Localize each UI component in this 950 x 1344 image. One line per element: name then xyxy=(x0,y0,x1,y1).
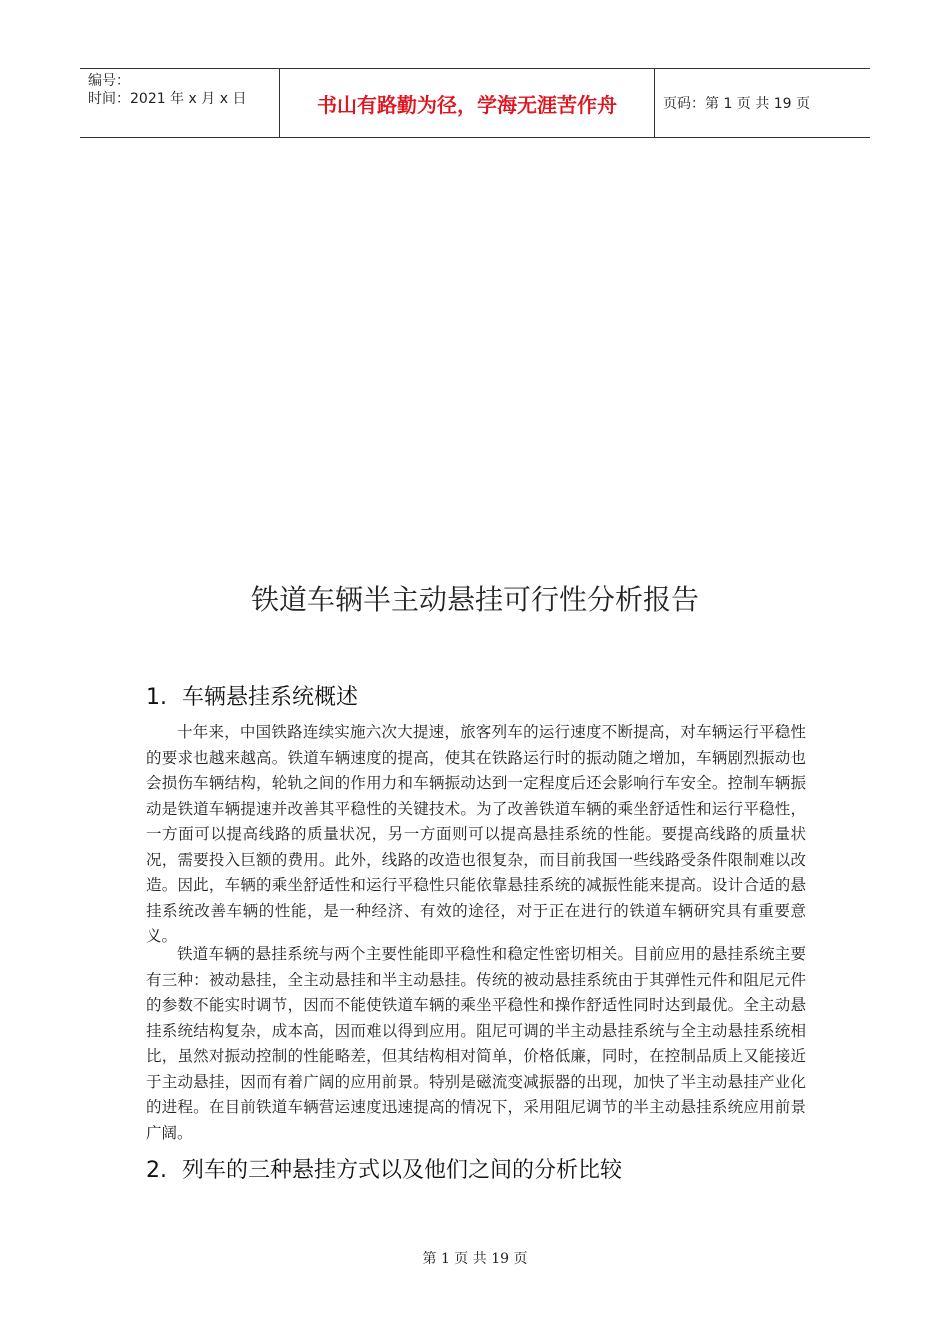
page-footer: 第 1 页 共 19 页 xyxy=(422,1251,528,1267)
section-title: 列车的三种悬挂方式以及他们之间的分析比较 xyxy=(182,1158,623,1183)
document-date: 时间：2021 年 x 月 x 日 xyxy=(88,91,247,107)
header-meta xyxy=(80,69,280,137)
section-number: 2. xyxy=(146,1158,167,1183)
section-heading-2 xyxy=(146,1153,622,1184)
page-header xyxy=(80,68,870,138)
section-title: 车辆悬挂系统概述 xyxy=(182,685,359,710)
document-title: 铁道车辆半主动悬挂可行性分析报告 xyxy=(250,583,699,616)
paragraph-1: 十年来，中国铁路连续实施六次大提速，旅客列车的运行速度不断提高，对车辆运行平稳性的要求也越来越高。铁道车辆速度的提高，使其在铁路运行时的振动随之增加，车辆剧烈振动也会损伤车辆结构，轮轨之间的作用力和车辆振动达到一定程度后还会影响行车安全。控制车辆振动是铁道车辆提速并改善其平稳性的关键技术。为了改善铁道车辆的乘坐舒适性和运行平稳性，一方面可以提高线路的质量状况，另一方面则可以提高悬挂系统的性能。要提高线路的质量状况，需要投入巨额的费用。此外，线路的改造也很复杂，而目前我国一些线路受条件限制难以改造。因此，车辆的乘坐舒适性和运行平稳性只能依靠悬挂系统的减振性能来提高。设计合适的悬挂系统改善车辆的性能，是一种经济、有效的途径，对于正在进行的铁道车辆研究具有重要意义。 xyxy=(146,723,806,945)
header-page-info: 页码：第 1 页 共 19 页 xyxy=(663,96,810,112)
document-number-label: 编号： xyxy=(88,73,130,89)
paragraph-2: 铁道车辆的悬挂系统与两个主要性能即平稳性和稳定性密切相关。目前应用的悬挂系统主要有三种：被动悬挂，全主动悬挂和半主动悬挂。传统的被动悬挂系统由于其弹性元件和阻尼元件的参数不能实时调节，因而不能使铁道车辆的乘坐平稳性和操作舒适性同时达到最优。全主动悬挂系统结构复杂，成本高，因而难以得到应用。阻尼可调的半主动悬挂系统与全主动悬挂系统相比，虽然对振动控制的性能略差，但其结构相对简单，价格低廉，同时，在控制品质上又能接近于主动悬挂，因而有着广阔的应用前景。特别是磁流变减振器的出现，加快了半主动悬挂产业化的进程。在目前铁道车辆营运速度迅速提高的情况下，采用阻尼调节的半主动悬挂系统应用前景广阔。 xyxy=(146,945,806,1142)
section-heading-1 xyxy=(146,680,358,711)
header-motto: 书山有路勤为径，学海无涯苦作舟 xyxy=(280,69,655,137)
section-number: 1. xyxy=(146,685,167,710)
